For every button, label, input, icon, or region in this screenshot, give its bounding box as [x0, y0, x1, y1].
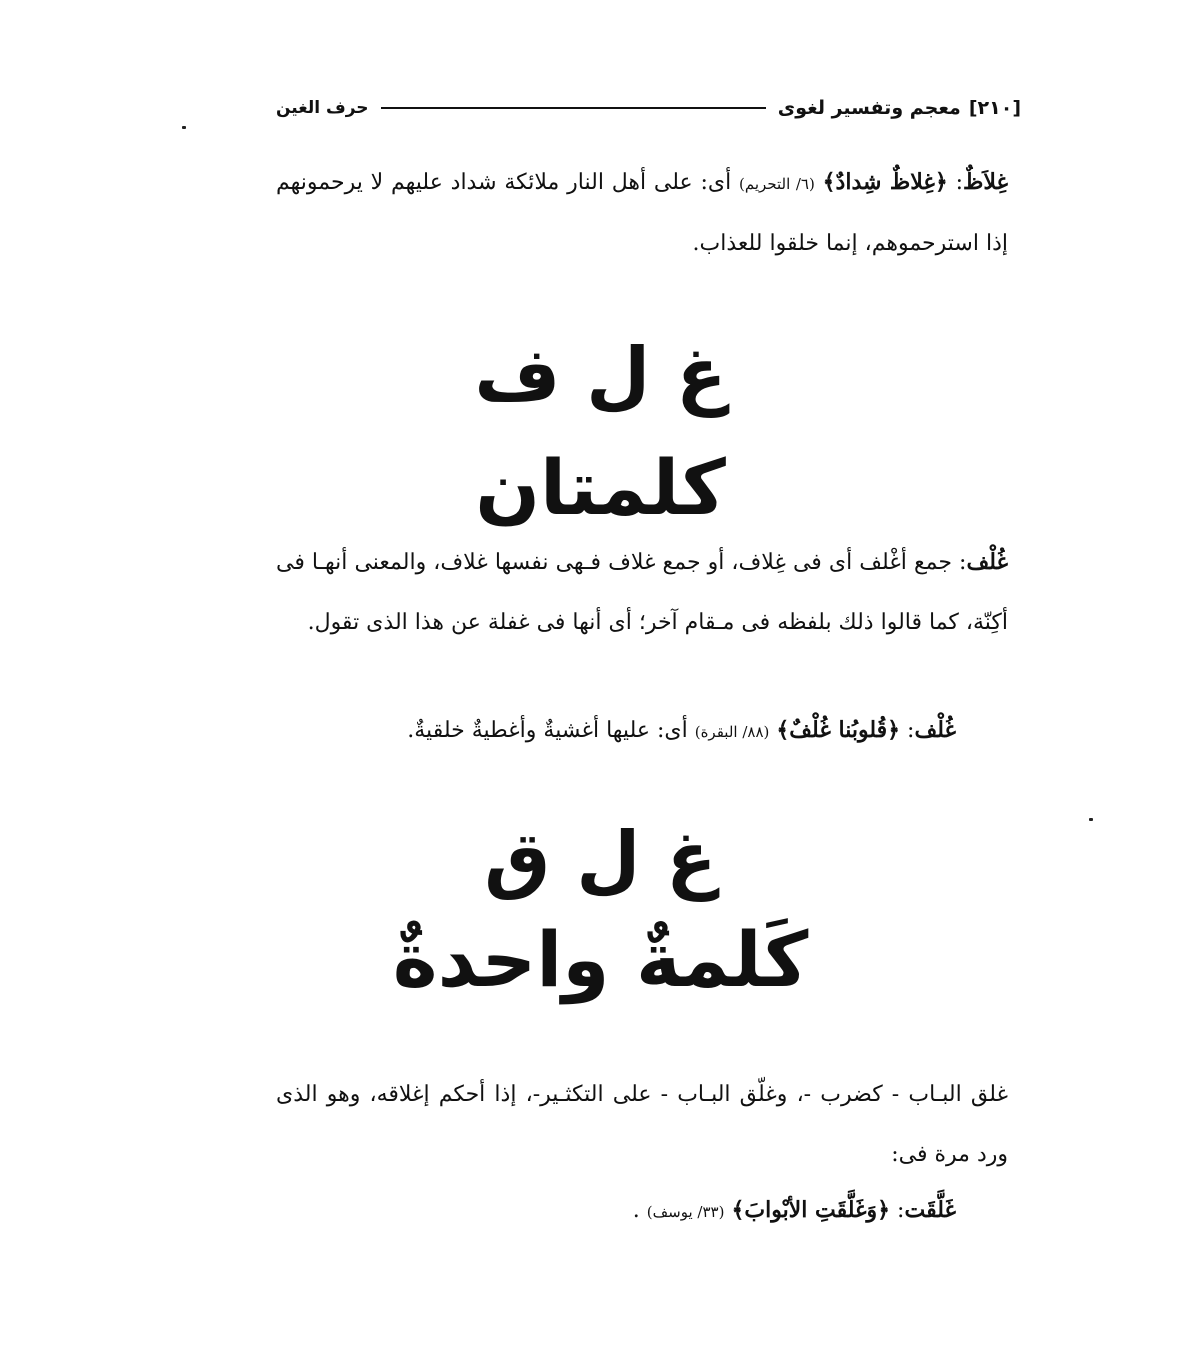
scan-speck — [1089, 818, 1093, 821]
root-word-count-ghlf: كلمتان — [475, 443, 726, 532]
root-heading-ghlq: غ ل ق — [484, 816, 717, 902]
verse-reference: (٣٣/ يوسف) — [646, 1203, 725, 1221]
entry-head: غَلَّقَت — [904, 1197, 956, 1223]
entry-ghulf-definition — [276, 532, 1008, 653]
header-rule — [381, 107, 766, 109]
entry-text: غلق البـاب - كضرب -، وغلّق البـاب - على التكثـير-، إذا أحكم إغلاقه، وهو الذى ورد مرة فى: — [276, 1082, 1008, 1167]
entry-ghallaqat — [276, 1180, 956, 1242]
root-word-count-ghlq: كَلمةٌ واحدةٌ — [392, 915, 809, 1004]
chapter-title: حرف الغين — [276, 98, 369, 118]
entry-head: غِلاَظٌ — [963, 169, 1008, 195]
entry-colon: : — [897, 1198, 905, 1223]
entry-colon: : — [907, 718, 915, 743]
entry-colon: : — [955, 170, 963, 195]
book-title: معجم وتفسير لغوى — [777, 97, 961, 119]
quran-quote: ﴿قُلوبُنا غُلْفٌ﴾ — [776, 717, 901, 743]
quran-quote: ﴿غِلاظٌ شِدادٌ﴾ — [822, 169, 948, 195]
entry-text-line-1: أى: على أهل النار ملائكة — [504, 170, 732, 195]
entry-ghilaz — [276, 152, 1008, 274]
entry-text: أى: عليها أغشيةٌ وأغطيةٌ خلقيةٌ. — [407, 718, 688, 743]
entry-text-line-2: شداد عليهم لا يرحمونهم إذا استرحموهم، إنما خلقوا للعذاب. — [276, 170, 1008, 256]
verse-reference: (٨٨/ البقرة) — [694, 723, 770, 741]
entry-ghallaqat-intro — [276, 1065, 1008, 1185]
running-header — [276, 88, 1021, 128]
scan-speck — [182, 126, 186, 129]
entry-end: . — [632, 1198, 640, 1223]
quran-quote: ﴿وَغَلَّقَتِ الأبْوابَ﴾ — [731, 1197, 891, 1223]
entry-text: : جمع أغْلف أى فى غِلاف، أو جمع غلاف فـهى نفسها غلاف، والمعنى أنهـا فى أكِنّة، كما قالوا ذلك بلفظه فى مـقام آخر؛ أى أنها فى غفلة عن هذا الذى تقول. — [276, 550, 1008, 635]
verse-reference: (٦/ التحريم) — [739, 175, 815, 193]
entry-ghulf-quote — [276, 700, 956, 762]
entry-head: غُلْف — [914, 717, 956, 743]
entry-head: غُلْف — [966, 549, 1008, 575]
page-number: [٢١٠] — [968, 97, 1021, 119]
root-heading-ghlf: غ ل ف — [474, 332, 727, 418]
